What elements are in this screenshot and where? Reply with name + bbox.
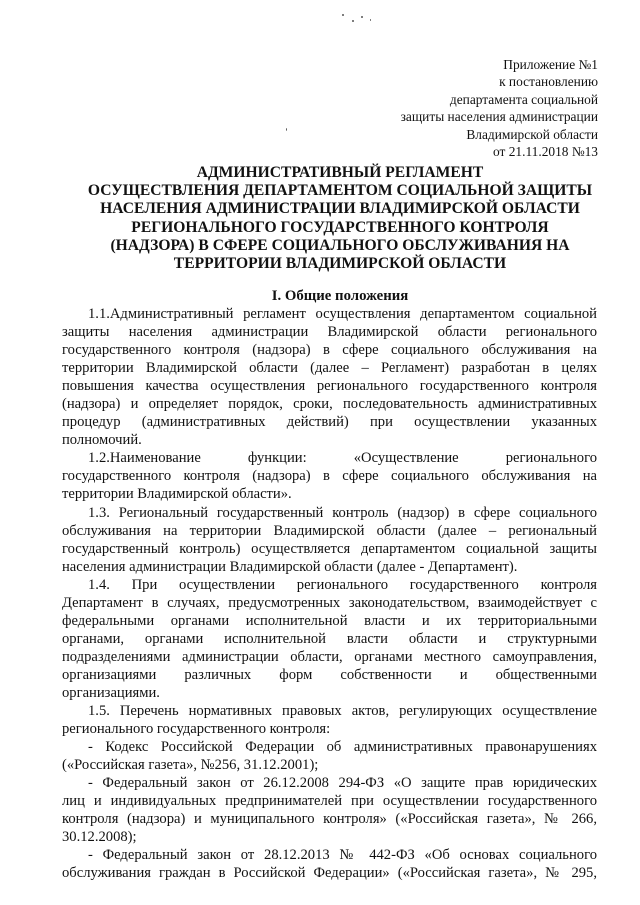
annex-block <box>298 56 598 160</box>
paragraph-line: государственного контроля (надзора) в сфере социального обслуживания на <box>62 468 597 485</box>
annex-line: защиты населения администрации <box>400 109 598 125</box>
paragraph-line: органами, органами исполнительной власти области и структурными <box>62 630 597 647</box>
paragraph-line: защиты населения администрации Владимирской области регионального <box>62 324 597 341</box>
paragraph-line: государственный контроль) осуществляется департаментом социальной защиты <box>62 540 597 557</box>
paragraph-line: подразделениями администрации области, органами местного самоуправления, <box>62 648 597 665</box>
paragraph-line: контроля (надзора) и муниципального контроля» («Российская газета», № 266, <box>62 811 597 828</box>
annex-line: к постановлению <box>499 74 598 90</box>
paragraph-line: 1.3. Региональный государственный контроль (надзор) в сфере социального <box>88 504 597 521</box>
paragraph-line: лиц и индивидуальных предпринимателей при осуществлении государственного <box>62 793 597 810</box>
paragraph-line: федеральными органами исполнительной власти и их территориальными <box>62 612 597 629</box>
paragraph-line: регионального государственного контроля: <box>62 721 331 738</box>
paragraph-line: 1.5. Перечень нормативных правовых актов, регулирующих осуществление <box>88 703 597 720</box>
paragraph-line: обслуживания граждан в Российской Федерации» («Российская газета», № 295, <box>62 865 597 882</box>
paragraph-line: обслуживания на территории Владимирской области (далее – региональный <box>62 522 597 539</box>
annex-line: Владимирской области <box>466 126 598 142</box>
annex-line: от 21.11.2018 №13 <box>493 144 598 160</box>
scan-speck <box>370 19 371 21</box>
annex-line: Приложение №1 <box>503 57 598 72</box>
title-line: АДМИНИСТРАТИВНЫЙ РЕГЛАМЕНТ <box>196 164 484 181</box>
title-line: ТЕРРИТОРИИ ВЛАДИМИРСКОЙ ОБЛАСТИ <box>173 255 507 273</box>
scan-speck <box>361 16 363 18</box>
annex-line: департамента социальной <box>449 91 598 107</box>
paragraph-line: организациями различных форм собственности и общественными <box>62 666 597 683</box>
title-line: ОСУЩЕСТВЛЕНИЯ ДЕПАРТАМЕНТОМ СОЦИАЛЬНОЙ ЗАЩИТЫ <box>87 182 593 200</box>
paragraph-line: территории Владимирской области». <box>62 486 292 503</box>
paragraph-line: (надзора) и определяет порядок, сроки, последовательность административных <box>62 396 597 413</box>
paragraph-line: государственного контроля (надзора) в сфере социального обслуживания на <box>62 342 597 359</box>
scan-speck <box>286 128 287 131</box>
paragraph-line: Департамент в случаях, предусмотренных законодательством, взаимодействует с <box>62 594 597 611</box>
paragraph-line: 1.2.Наименование функции: «Осуществление регионального <box>88 450 597 467</box>
scan-speck <box>352 20 354 22</box>
paragraph-line: населения администрации Владимирской области (далее - Департамент). <box>62 558 518 575</box>
body-text <box>62 305 597 883</box>
paragraph-line: 1.4. При осуществлении регионального государственного контроля <box>88 576 597 593</box>
paragraph-line: 1.1.Административный регламент осуществления департаментом социальной <box>88 306 597 322</box>
title-line: (НАДЗОРА) В СФЕРЕ СОЦИАЛЬНОГО ОБСЛУЖИВАНИЯ НА <box>110 236 570 254</box>
paragraph-line: территории Владимирской области (далее – Регламент) разработан в целях <box>62 360 597 377</box>
paragraph-line: организациями. <box>62 684 160 701</box>
title-line: РЕГИОНАЛЬНОГО ГОСУДАРСТВЕННОГО КОНТРОЛЯ <box>131 218 549 236</box>
paragraph-line: полномочий. <box>62 432 142 449</box>
paragraph-line: повышения качества осуществления регионального государственного контроля <box>62 378 597 395</box>
paragraph-line: - Федеральный закон от 28.12.2013 № 442-ФЗ «Об основах социального <box>88 847 597 864</box>
paragraph-line: процедур (административных действий) при осуществлении указанных <box>62 414 597 431</box>
section-heading: I. Общие положения <box>271 288 409 304</box>
paragraph-line: - Кодекс Российской Федерации об административных правонарушениях <box>88 739 597 756</box>
paragraph-line: - Федеральный закон от 26.12.2008 294-ФЗ «О защите прав юридических <box>88 775 597 792</box>
title-line: НАСЕЛЕНИЯ АДМИНИСТРАЦИИ ВЛАДИМИРСКОЙ ОБЛАСТИ <box>100 200 580 218</box>
scan-speck <box>342 14 344 16</box>
document-title <box>60 164 620 273</box>
paragraph-line: («Российская газета», №256, 31.12.2001); <box>62 757 319 774</box>
paragraph-line: 30.12.2008); <box>62 829 137 846</box>
